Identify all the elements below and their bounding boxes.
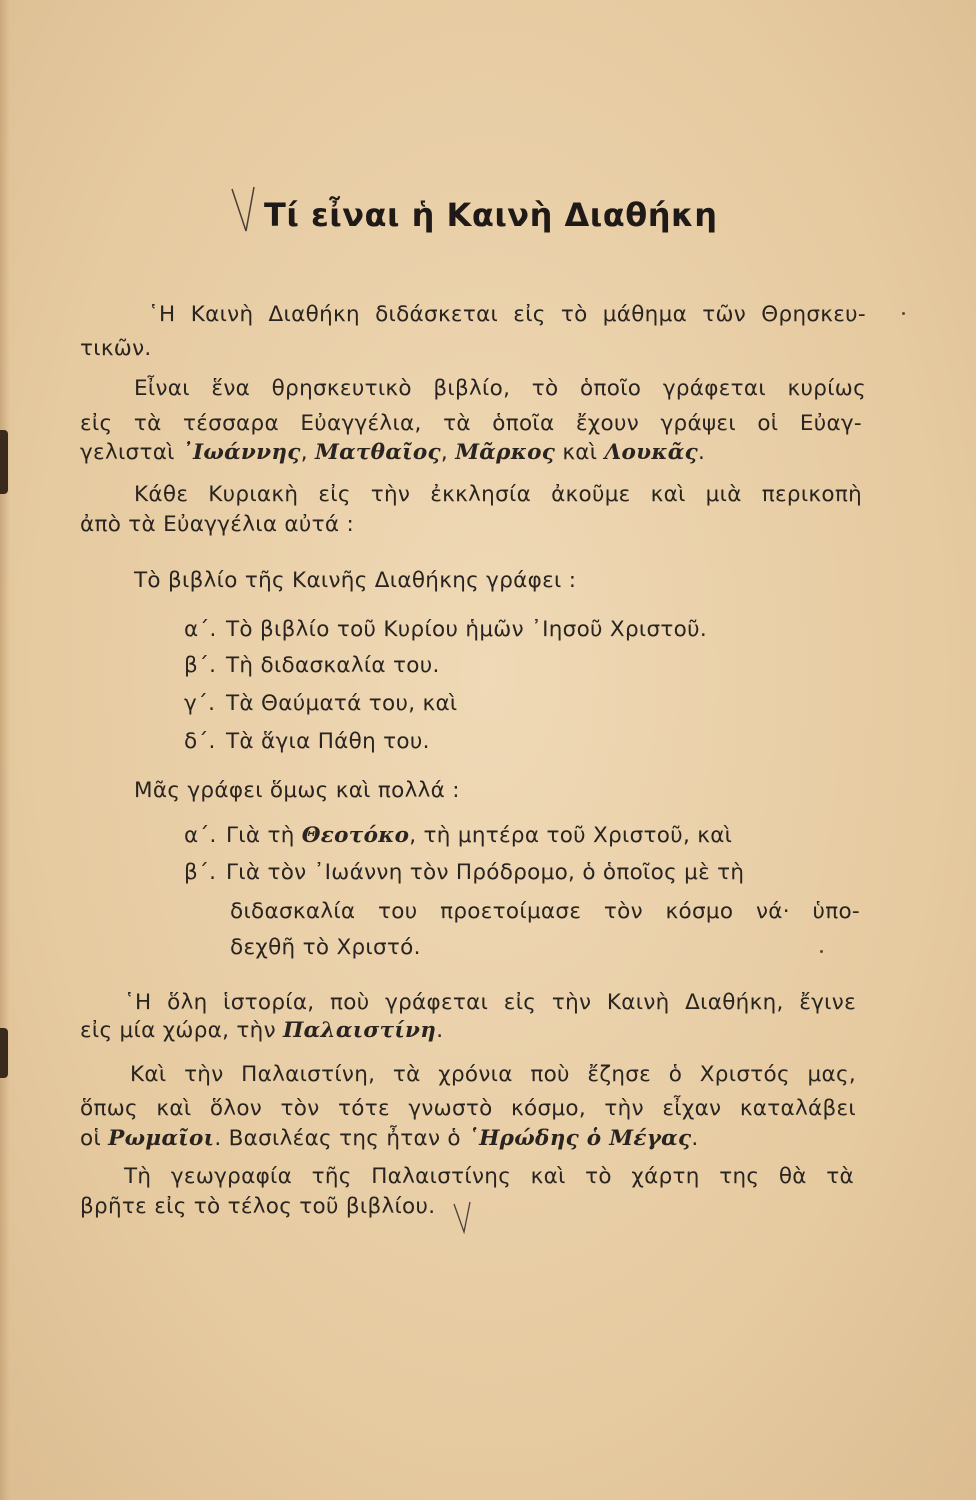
binding-mark <box>0 430 8 494</box>
text: οἱ <box>80 1126 109 1151</box>
text: , <box>440 440 456 465</box>
p1-line1: ῾Η Καινὴ Διαθήκη διδάσκεται εἰς τὸ μάθημα τῶν Θρησκευ- <box>148 302 866 327</box>
list-marker: γ΄. <box>184 691 216 716</box>
list2-item-b <box>184 860 858 885</box>
p5-line: Μᾶς γράφει ὅμως καὶ πολλά : <box>134 778 460 803</box>
list-marker: δ΄. <box>184 729 216 754</box>
emphasis-palaistini: Παλαιστίνη <box>283 1018 437 1043</box>
p8-line2: βρῆτε εἰς τὸ τέλος τοῦ βιβλίου. <box>80 1194 436 1219</box>
name-markos: Μᾶρκος <box>455 440 556 465</box>
text: εἰς μία χώρα, τὴν <box>80 1018 284 1043</box>
p6-line2 <box>80 1018 443 1043</box>
binding-mark <box>0 1028 8 1078</box>
text: , <box>300 440 315 465</box>
list-text: Τὴ διδασκαλία του. <box>226 653 440 678</box>
p4-line: Τὸ βιβλίο τῆς Καινῆς Διαθήκης γράφει : <box>134 568 577 593</box>
list1-item <box>184 729 430 754</box>
emphasis-romaioi: Ρωμαῖοι <box>108 1126 215 1151</box>
p7-line3 <box>80 1126 699 1151</box>
page-edge-shadow <box>0 0 10 1500</box>
list-text: Τὰ Θαύματά του, καὶ <box>226 691 458 716</box>
list-text: Τὸ βιβλίο τοῦ Κυρίου ἡμῶν ᾿Ιησοῦ Χριστοῦ. <box>226 617 707 642</box>
p2-line3 <box>80 440 705 465</box>
list1-item <box>184 653 440 678</box>
text: . Βασιλέας της ἦταν ὁ <box>214 1126 469 1151</box>
pencil-tick-icon <box>228 183 260 239</box>
p3-line1: Κάθε Κυριακὴ εἰς τὴν ἐκκλησία ἀκοῦμε καὶ μιὰ περικοπὴ <box>134 482 862 507</box>
pencil-tick-icon <box>452 1198 474 1238</box>
list1-item <box>184 691 458 716</box>
page-title: Τί εἶναι ἡ Καινὴ Διαθήκη <box>264 196 718 234</box>
list2-item-b-line3: δεχθῆ τὸ Χριστό. <box>230 935 421 960</box>
list1-item <box>184 617 707 642</box>
list2-item-a <box>184 823 732 848</box>
speck <box>820 950 823 953</box>
list-marker: α΄. <box>184 617 217 642</box>
emphasis-irodis: ῾Ηρώδης ὁ Μέγας <box>468 1126 692 1151</box>
text: , τὴ μητέρα τοῦ Χριστοῦ, καὶ <box>409 823 733 848</box>
p2-line2: εἰς τὰ τέσσαρα Εὐαγγέλια, τὰ ὁποῖα ἔχουν γράψει οἱ Εὐαγ- <box>80 411 862 436</box>
text: γελισταὶ <box>80 440 182 465</box>
p7-line2: ὅπως καὶ ὅλον τὸν τότε γνωστὸ κόσμο, τὴν εἶχαν καταλάβει <box>80 1096 856 1121</box>
text: Γιὰ τὸν ᾿Ιωάννη τὸν Πρόδρομο, ὁ ὁποῖος μὲ τὴ <box>226 860 745 885</box>
p6-line1: ῾Η ὅλη ἱστορία, ποὺ γράφεται εἰς τὴν Καινὴ Διαθήκη, ἔγινε <box>124 990 856 1015</box>
text: καὶ <box>555 440 605 465</box>
p2-line1: Εἶναι ἕνα θρησκευτικὸ βιβλίο, τὸ ὁποῖο γράφεται κυρίως <box>134 376 866 401</box>
speck <box>902 312 905 315</box>
name-loukas: Λουκᾶς <box>604 440 698 465</box>
text: . <box>436 1018 444 1043</box>
p7-line1: Καὶ τὴν Παλαιστίνη, τὰ χρόνια ποὺ ἔζησε ὁ Χριστός μας, <box>130 1062 856 1087</box>
list-marker: α΄. <box>184 823 217 848</box>
list2-item-b-line2: διδασκαλία του προετοίμασε τὸν κόσμο νά· ὑπο- <box>230 899 860 924</box>
text: . <box>697 440 706 465</box>
list-marker: β΄. <box>184 653 217 678</box>
text: Γιὰ τὴ <box>226 823 302 848</box>
name-ioannis: ᾿Ιωάννης <box>181 440 301 465</box>
text: . <box>691 1126 699 1151</box>
p1-line2: τικῶν. <box>80 336 152 361</box>
name-matthaios: Ματθαῖος <box>314 440 441 465</box>
p3-line2: ἀπὸ τὰ Εὐαγγέλια αὐτά : <box>80 512 355 537</box>
emphasis-theotoko: Θεοτόκο <box>301 823 410 848</box>
list-marker: β΄. <box>184 860 217 885</box>
list-text: Τὰ ἅγια Πάθη του. <box>226 729 430 754</box>
p8-line1: Τὴ γεωγραφία τῆς Παλαιστίνης καὶ τὸ χάρτη της θὰ τὰ <box>124 1164 854 1189</box>
